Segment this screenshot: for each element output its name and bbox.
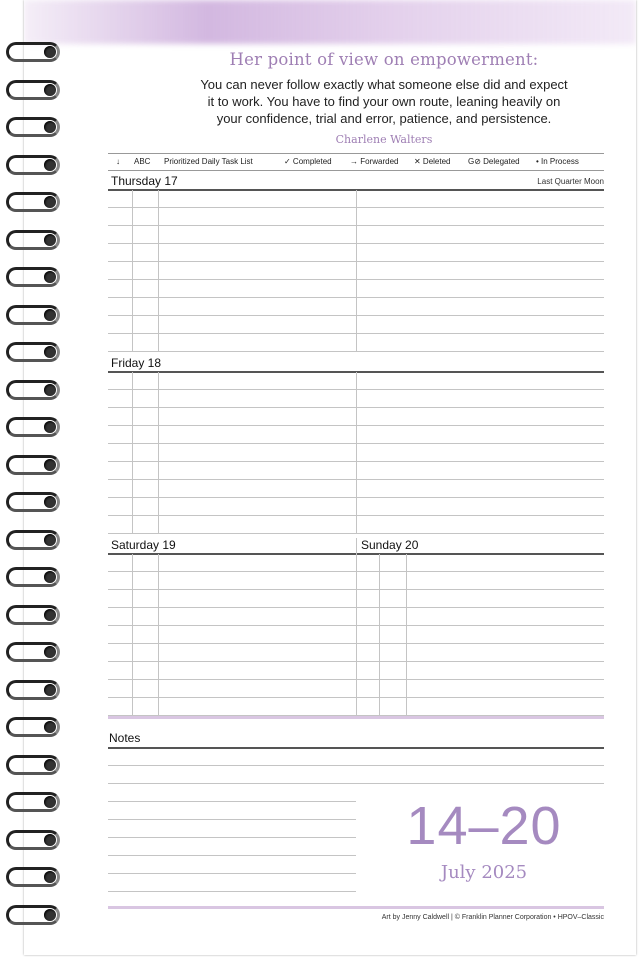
quote-line: You can never follow exactly what someone else did and expect <box>200 77 568 92</box>
week-range: 14–20 <box>406 796 562 856</box>
day-label-sunday: Sunday 20 <box>361 538 419 552</box>
column-divider <box>406 554 407 716</box>
ruled-line <box>108 873 356 874</box>
column-divider <box>356 372 357 534</box>
spiral-coil <box>6 417 64 439</box>
spiral-coil <box>6 605 64 627</box>
ruled-line <box>108 765 604 766</box>
day-label-friday: Friday 18 <box>111 356 162 370</box>
spiral-coil <box>6 117 64 139</box>
ruled-line <box>108 837 356 838</box>
column-divider <box>158 554 159 716</box>
spiral-coil <box>6 455 64 477</box>
quote-line: your confidence, trial and error, patience, and persistence. <box>216 111 552 126</box>
legend-completed: ✓ Completed <box>284 157 332 166</box>
day-label-saturday: Saturday 19 <box>111 538 176 552</box>
legend-deleted: ✕ Deleted <box>414 157 451 166</box>
spiral-coil <box>6 905 64 927</box>
footer-credits: Art by Jenny Caldwell | © Franklin Planner Corporation • HPOV–Classic <box>381 914 604 921</box>
quote-author: Charlene Walters <box>335 133 433 146</box>
week-month: July 2025 <box>440 862 528 883</box>
notes-divider <box>108 716 604 719</box>
spiral-coil <box>6 267 64 289</box>
spiral-coil <box>6 530 64 552</box>
column-divider <box>356 190 357 352</box>
spiral-coil <box>6 155 64 177</box>
column-divider <box>132 372 133 534</box>
column-divider <box>132 190 133 352</box>
column-divider <box>379 554 380 716</box>
spiral-coil <box>6 42 64 64</box>
task-legend <box>108 153 604 171</box>
notes-header-rule <box>108 747 604 749</box>
notes-label: Notes <box>109 731 141 745</box>
ruled-line <box>108 819 356 820</box>
column-divider <box>158 190 159 352</box>
quote-title: Her point of view on empowerment: <box>229 50 539 69</box>
moon-phase-note: Last Quarter Moon <box>537 177 604 186</box>
spiral-coil <box>6 830 64 852</box>
spiral-coil <box>6 492 64 514</box>
quote-line: it to work. You have to find your own route, leaning heavily on <box>207 94 561 109</box>
spiral-coil <box>6 230 64 252</box>
spiral-coil <box>6 567 64 589</box>
watercolor-header-wash <box>24 0 636 44</box>
spiral-coil <box>6 305 64 327</box>
legend-task-list: Prioritized Daily Task List <box>164 157 253 166</box>
priority-arrow-icon: ↓ <box>116 157 120 166</box>
spiral-coil <box>6 642 64 664</box>
spiral-coil <box>6 680 64 702</box>
day-label-thursday: Thursday 17 <box>111 174 178 188</box>
spiral-coil <box>6 792 64 814</box>
weekend-divider <box>356 538 357 716</box>
quote-body <box>154 76 614 127</box>
ruled-line <box>108 783 604 784</box>
spiral-coil <box>6 755 64 777</box>
legend-abc: ABC <box>134 157 151 166</box>
planner-page <box>24 0 636 955</box>
spiral-coil <box>6 717 64 739</box>
ruled-line <box>108 801 356 802</box>
spiral-coil <box>6 342 64 364</box>
column-divider <box>132 554 133 716</box>
legend-in-process: • In Process <box>536 157 579 166</box>
spiral-coil <box>6 192 64 214</box>
spiral-coil <box>6 867 64 889</box>
ruled-line <box>108 891 356 892</box>
ruled-line <box>108 855 356 856</box>
spiral-binding <box>0 0 64 957</box>
column-divider <box>158 372 159 534</box>
spiral-coil <box>6 380 64 402</box>
spiral-coil <box>6 80 64 102</box>
legend-forwarded: → Forwarded <box>350 157 399 166</box>
legend-delegated: G⊘ Delegated <box>468 157 520 166</box>
footer-divider <box>108 906 604 909</box>
